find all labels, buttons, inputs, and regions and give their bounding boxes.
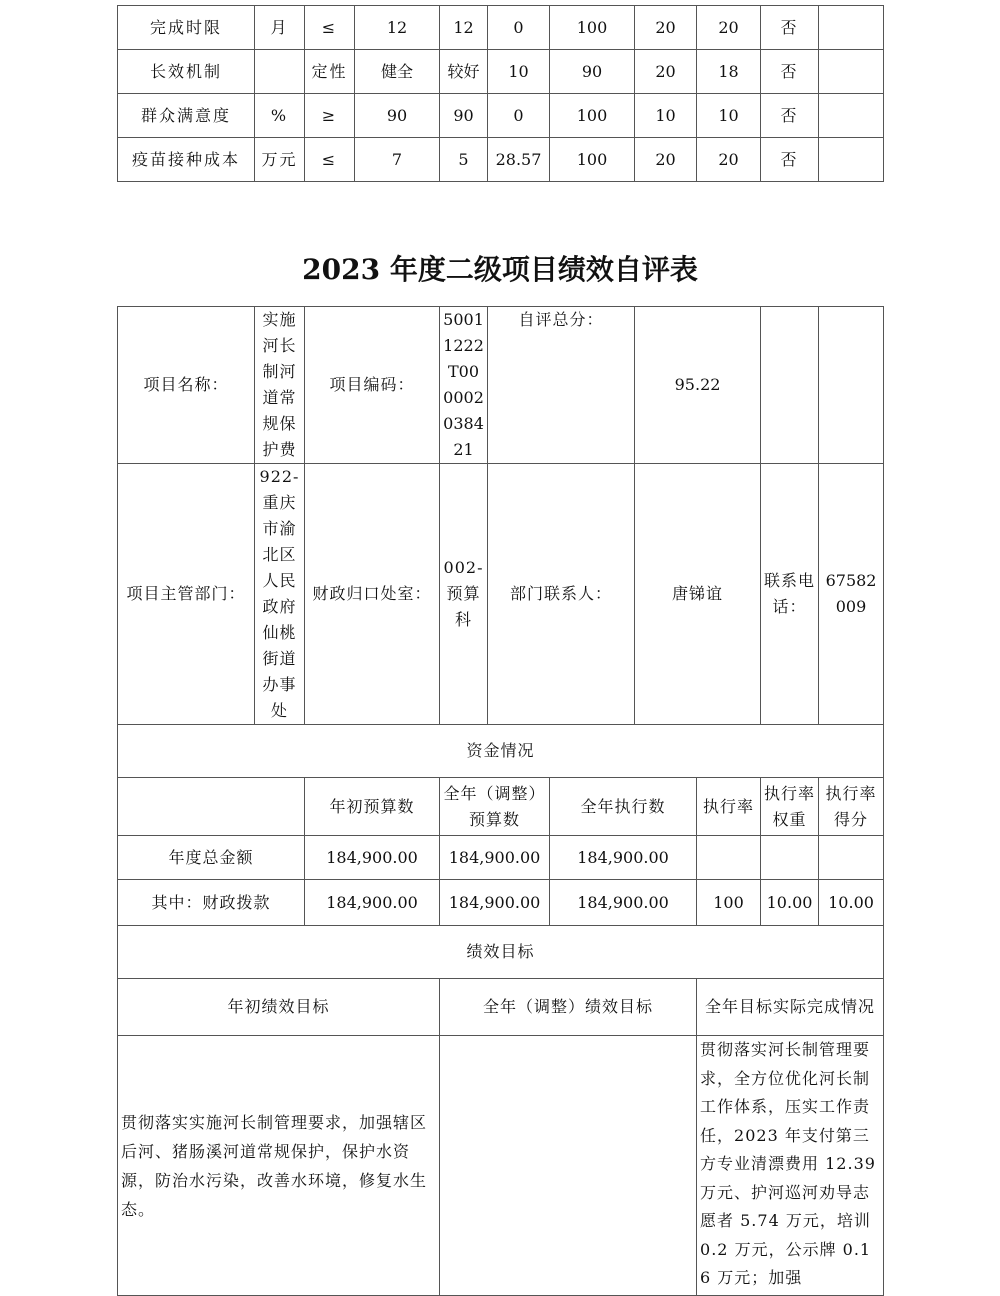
actual-goal-header: 全年目标实际完成情况: [697, 979, 884, 1036]
indicator-row: [118, 50, 884, 94]
indicator-weight: 20: [635, 138, 697, 182]
indicator-weight: 10: [635, 94, 697, 138]
indicator-unit: 月: [255, 6, 305, 50]
total-initial: 184,900.00: [305, 836, 440, 880]
indicator-score: 18: [697, 50, 761, 94]
indicator-unit: [255, 50, 305, 94]
total-executed: 184,900.00: [550, 836, 697, 880]
rate-header: 执行率: [697, 778, 761, 836]
empty-cell: [819, 138, 884, 182]
adjusted-goal-header: 全年（调整）绩效目标: [440, 979, 697, 1036]
indicator-row: [118, 94, 884, 138]
indicator-flag: 否: [761, 6, 819, 50]
indicator-name: 完成时限: [118, 6, 255, 50]
goals-section-label: 绩效目标: [118, 926, 884, 979]
project-code-label: 项目编码：: [305, 307, 440, 464]
indicator-table: [117, 5, 884, 182]
fiscal-rate: 100: [697, 880, 761, 926]
project-info-row: [118, 307, 884, 464]
project-name-label: 项目名称：: [118, 307, 255, 464]
indicator-op: ≥: [305, 94, 355, 138]
initial-budget-header: 年初预算数: [305, 778, 440, 836]
contact-label: 部门联系人：: [488, 464, 635, 725]
goals-header-row: [118, 979, 884, 1036]
empty-cell: [819, 50, 884, 94]
fiscal-weight: 10.00: [761, 880, 819, 926]
fiscal-label: 其中：财政拨款: [118, 880, 305, 926]
finance-office-value: 002-预算科: [440, 464, 488, 725]
indicator-deviation: 0: [488, 94, 550, 138]
empty-cell: [819, 307, 884, 464]
indicator-rate: 100: [550, 6, 635, 50]
adjusted-budget-header: 全年（调整）预算数: [440, 778, 550, 836]
weight-header: 执行率权重: [761, 778, 819, 836]
phone-value: 67582009: [819, 464, 884, 725]
funds-section-label: 资金情况: [118, 725, 884, 778]
page-title: 2023 年度二级项目绩效自评表: [302, 253, 698, 286]
empty-cell: [761, 836, 819, 880]
fiscal-score: 10.00: [819, 880, 884, 926]
indicator-unit: 万元: [255, 138, 305, 182]
indicator-target: 健全: [355, 50, 440, 94]
fiscal-initial: 184,900.00: [305, 880, 440, 926]
phone-label: 联系电话：: [761, 464, 819, 725]
initial-goal-text: 贯彻落实实施河长制管理要求，加强辖区后河、猪肠溪河道常规保护，保护水资源，防治水污染，改善水环境，修复水生态。: [118, 1036, 440, 1296]
goals-section-row: [118, 926, 884, 979]
indicator-score: 20: [697, 6, 761, 50]
indicator-target: 12: [355, 6, 440, 50]
self-score-label: 自评总分：: [488, 307, 635, 464]
indicator-actual: 较好: [440, 50, 488, 94]
indicator-weight: 20: [635, 50, 697, 94]
funds-header-row: [118, 778, 884, 836]
goals-content-row: [118, 1036, 884, 1296]
contact-value: 唐锑谊: [635, 464, 761, 725]
empty-cell: [819, 94, 884, 138]
indicator-op: 定性: [305, 50, 355, 94]
total-amount-label: 年度总金额: [118, 836, 305, 880]
indicator-name: 群众满意度: [118, 94, 255, 138]
actual-goal-text: 贯彻落实河长制管理要求，全方位优化河长制工作体系，压实工作责任，2023 年支付第三方专业清漂费用 12.39 万元、护河巡河劝导志愿者 5.74 万元，培训 0.2 万元，公示牌 0.16 万元；加强: [697, 1036, 884, 1296]
project-name-value: 实施河长制河道常规保护费: [255, 307, 305, 464]
self-evaluation-table: [117, 306, 884, 1296]
indicator-weight: 20: [635, 6, 697, 50]
indicator-name: 长效机制: [118, 50, 255, 94]
empty-cell: [761, 307, 819, 464]
indicator-rate: 100: [550, 94, 635, 138]
dept-label: 项目主管部门：: [118, 464, 255, 725]
empty-cell: [118, 778, 305, 836]
indicator-deviation: 10: [488, 50, 550, 94]
indicator-flag: 否: [761, 94, 819, 138]
indicator-deviation: 0: [488, 6, 550, 50]
indicator-deviation: 28.57: [488, 138, 550, 182]
indicator-rate: 100: [550, 138, 635, 182]
initial-goal-header: 年初绩效目标: [118, 979, 440, 1036]
indicator-target: 90: [355, 94, 440, 138]
indicator-op: ≤: [305, 6, 355, 50]
indicator-score: 10: [697, 94, 761, 138]
self-score-value: 95.22: [635, 307, 761, 464]
total-adjusted: 184,900.00: [440, 836, 550, 880]
fiscal-adjusted: 184,900.00: [440, 880, 550, 926]
total-amount-row: [118, 836, 884, 880]
indicator-name: 疫苗接种成本: [118, 138, 255, 182]
finance-office-label: 财政归口处室：: [305, 464, 440, 725]
fiscal-executed: 184,900.00: [550, 880, 697, 926]
empty-cell: [697, 836, 761, 880]
indicator-op: ≤: [305, 138, 355, 182]
funds-section-row: [118, 725, 884, 778]
indicator-row: [118, 6, 884, 50]
empty-cell: [819, 836, 884, 880]
score-header: 执行率得分: [819, 778, 884, 836]
project-code-value: 50011222T000002038421: [440, 307, 488, 464]
indicator-flag: 否: [761, 50, 819, 94]
indicator-actual: 12: [440, 6, 488, 50]
indicator-row: [118, 138, 884, 182]
indicator-actual: 5: [440, 138, 488, 182]
indicator-actual: 90: [440, 94, 488, 138]
indicator-flag: 否: [761, 138, 819, 182]
dept-info-row: [118, 464, 884, 725]
indicator-rate: 90: [550, 50, 635, 94]
fiscal-row: [118, 880, 884, 926]
empty-cell: [819, 6, 884, 50]
adjusted-goal-text: [440, 1036, 697, 1296]
indicator-target: 7: [355, 138, 440, 182]
executed-header: 全年执行数: [550, 778, 697, 836]
indicator-score: 20: [697, 138, 761, 182]
indicator-unit: %: [255, 94, 305, 138]
dept-value: 922-重庆市渝北区人民政府仙桃街道办事处: [255, 464, 305, 725]
